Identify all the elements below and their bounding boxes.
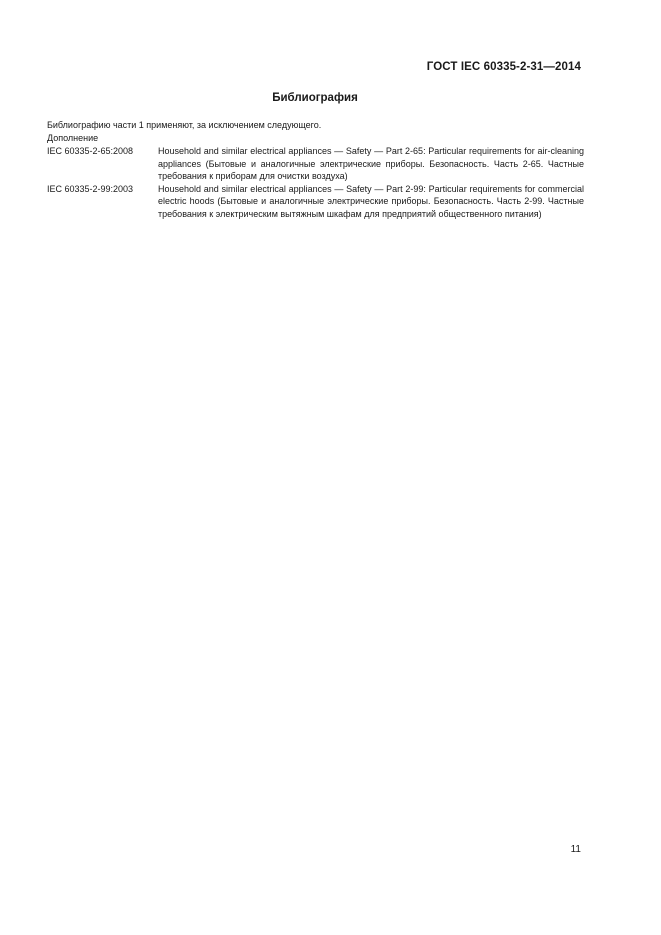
standard-code-header: ГОСТ IEC 60335-2-31—2014	[426, 61, 581, 73]
entry-title: Household and similar electrical appliances — Safety — Part 2-65: Particular requirements for air-cleaning appliances (Бытовые и аналогичные электрические приборы. Безопасность. Часть 2-65. Частные требования к приборам для очистки воздуха)	[158, 146, 584, 181]
page-number: 11	[570, 844, 581, 855]
section-title: Библиография	[272, 92, 358, 104]
bibliography-entry	[47, 145, 584, 183]
bibliography-list	[47, 145, 584, 220]
bibliography-entry	[47, 183, 584, 221]
entry-title: Household and similar electrical appliances — Safety — Part 2-99: Particular requirements for commercial electric hoods (Бытовые и аналогичные электрические приборы. Безопасность. Часть 2-99. Частные требования к электрическим вытяжным шкафам для предприятий общественного питания)	[158, 183, 584, 219]
addition-label: Дополнение	[47, 132, 99, 143]
intro-text: Библиографию части 1 применяют, за исключением следующего.	[47, 120, 322, 130]
bibliography-intro	[47, 119, 321, 144]
entry-code: IEC 60335-2-65:2008	[47, 146, 134, 156]
entry-code: IEC 60335-2-99:2003	[47, 183, 134, 194]
